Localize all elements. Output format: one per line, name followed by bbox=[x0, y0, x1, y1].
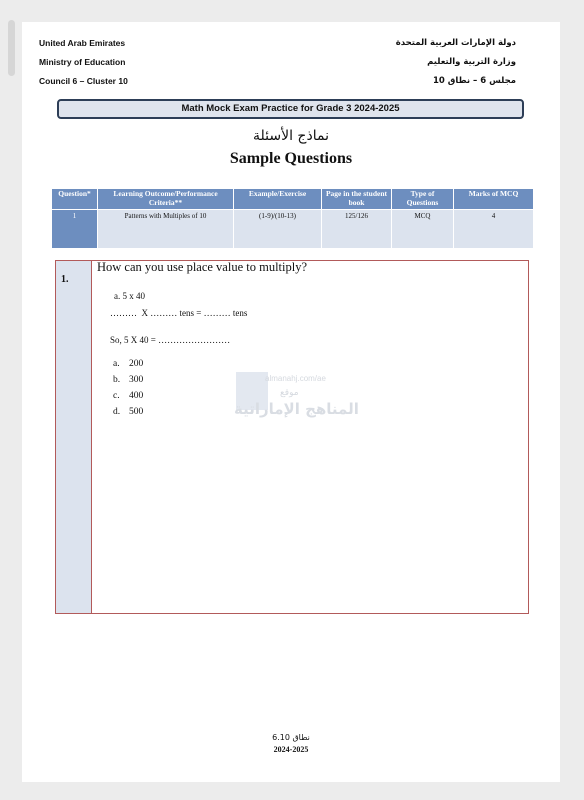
question-part-a: a. 5 x 40 bbox=[114, 291, 145, 301]
option-letter: d. bbox=[113, 407, 121, 417]
table-cell: MCQ bbox=[392, 210, 454, 249]
question-number-column bbox=[56, 261, 92, 613]
watermark-url: almanahj.com/ae bbox=[265, 374, 326, 383]
question-info-table bbox=[51, 188, 534, 249]
table-cell: 4 bbox=[454, 210, 534, 249]
table-header-cell: Type of Questions bbox=[392, 189, 454, 210]
table-header-cell: Marks of MCQ bbox=[454, 189, 534, 210]
header-left bbox=[39, 34, 128, 91]
header-ministry-ar: وزارة التربية والتعليم bbox=[427, 57, 516, 67]
question-text: How can you use place value to multiply? bbox=[97, 260, 308, 274]
footer-cluster: نطاق 6.10 bbox=[272, 733, 310, 742]
table-header-cell: Learning Outcome/Performance Criteria** bbox=[98, 189, 234, 210]
scrollbar[interactable] bbox=[8, 20, 15, 76]
table-cell: Patterns with Multiples of 10 bbox=[98, 210, 234, 249]
option-value: 500 bbox=[129, 407, 144, 417]
table-cell: 1 bbox=[52, 210, 98, 249]
title-arabic: نماذج الأسئلة bbox=[253, 128, 329, 144]
header-council-en: Council 6 – Cluster 10 bbox=[39, 76, 128, 86]
watermark-site-label: موقع bbox=[280, 388, 299, 398]
table-header-row bbox=[52, 189, 534, 210]
option-value: 200 bbox=[129, 359, 144, 369]
header-right bbox=[396, 34, 516, 91]
fill-in-line: ……… X ……… tens = ……… tens bbox=[110, 308, 248, 318]
question-box bbox=[55, 260, 529, 614]
option-value: 300 bbox=[129, 375, 144, 385]
header-council-ar: مجلس 6 – نطاق 10 bbox=[433, 76, 516, 86]
table-header-cell: Page in the student book bbox=[322, 189, 392, 210]
so-line: So, 5 X 40 = …………………… bbox=[110, 335, 231, 345]
exam-banner: Math Mock Exam Practice for Grade 3 2024-2025 bbox=[57, 99, 524, 119]
header-country-en: United Arab Emirates bbox=[39, 38, 126, 48]
table-row bbox=[52, 210, 534, 249]
watermark-name: المناهج الإماراتية bbox=[234, 400, 359, 418]
question-number: 1. bbox=[61, 274, 69, 285]
footer-year: 2024-2025 bbox=[273, 745, 309, 754]
table-cell: (1-9)/(10-13) bbox=[234, 210, 322, 249]
option-letter: b. bbox=[113, 375, 121, 385]
header-country-ar: دولة الإمارات العربية المتحدة bbox=[395, 38, 516, 48]
option-value: 400 bbox=[129, 391, 144, 401]
option-letter: a. bbox=[113, 359, 120, 369]
document-page bbox=[22, 22, 560, 782]
table-header-cell: Example/Exercise bbox=[234, 189, 322, 210]
title-english: Sample Questions bbox=[229, 150, 353, 167]
option-letter: c. bbox=[113, 391, 120, 401]
table-cell: 125/126 bbox=[322, 210, 392, 249]
table-header-cell: Question* bbox=[52, 189, 98, 210]
header-ministry-en: Ministry of Education bbox=[39, 57, 126, 67]
